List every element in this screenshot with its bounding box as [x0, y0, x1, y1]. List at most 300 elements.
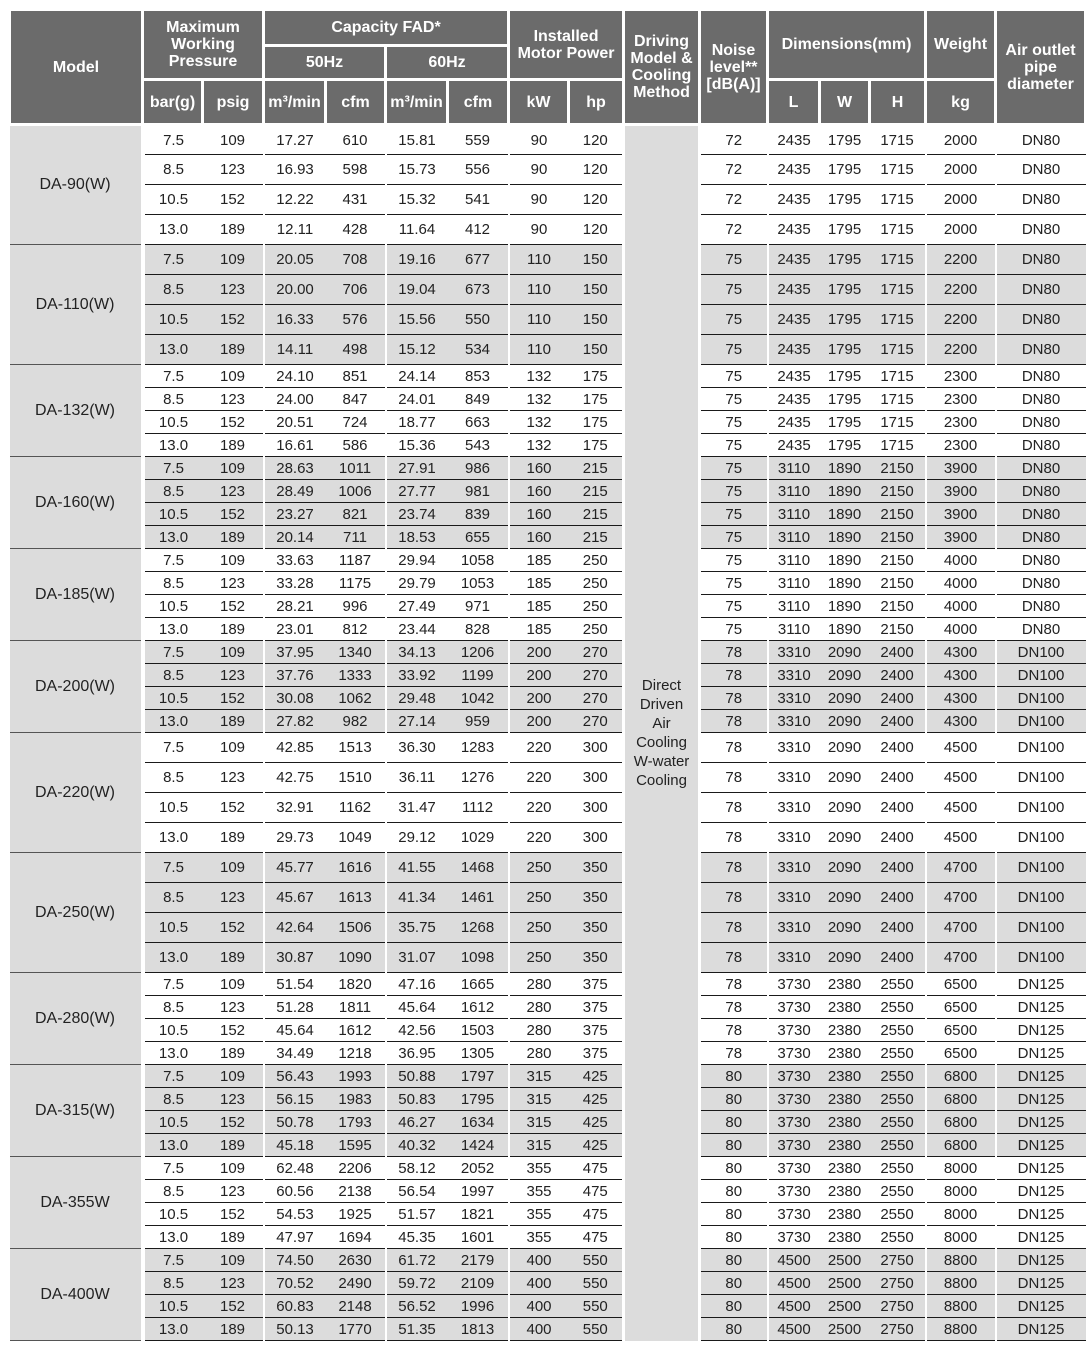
fad-60hz-m3min-cell: 15.12 — [386, 335, 448, 365]
motor-kw-cell: 280 — [509, 973, 569, 996]
table-row — [10, 245, 1086, 275]
fad-60hz-m3min-cell: 11.64 — [386, 215, 448, 245]
pressure-psig-cell: 152 — [203, 305, 264, 335]
dimension-h-cell: 1715 — [870, 305, 926, 335]
pressure-bar-cell: 8.5 — [143, 664, 203, 687]
pressure-psig-cell: 123 — [203, 388, 264, 411]
outlet-diameter-cell: DN100 — [996, 710, 1086, 733]
noise-level-cell: 75 — [700, 618, 768, 641]
dimension-h-cell: 2150 — [870, 618, 926, 641]
dimension-l-cell: 3310 — [768, 641, 820, 664]
outlet-diameter-cell: DN80 — [996, 335, 1086, 365]
dimension-l-cell: 2435 — [768, 185, 820, 215]
pressure-bar-cell: 7.5 — [143, 1065, 203, 1088]
motor-hp-cell: 250 — [569, 595, 624, 618]
noise-level-cell: 80 — [700, 1134, 768, 1157]
pressure-bar-cell: 10.5 — [143, 1203, 203, 1226]
fad-60hz-m3min-cell: 45.64 — [386, 996, 448, 1019]
motor-hp-cell: 300 — [569, 793, 624, 823]
dimension-h-cell: 2750 — [870, 1318, 926, 1341]
table-row — [10, 687, 1086, 710]
motor-kw-cell: 250 — [509, 943, 569, 973]
fad-50hz-m3min-cell: 45.67 — [264, 883, 326, 913]
fad-50hz-cfm-cell: 2148 — [326, 1295, 386, 1318]
fad-50hz-cfm-cell: 1049 — [326, 823, 386, 853]
dimension-h-cell: 2750 — [870, 1272, 926, 1295]
weight-kg-cell: 2000 — [926, 155, 996, 185]
fad-50hz-cfm-cell: 1993 — [326, 1065, 386, 1088]
table-row — [10, 305, 1086, 335]
weight-kg-cell: 4300 — [926, 710, 996, 733]
dimension-l-cell: 3110 — [768, 457, 820, 480]
weight-kg-cell: 8800 — [926, 1272, 996, 1295]
dimension-h-cell: 1715 — [870, 335, 926, 365]
motor-kw-cell: 185 — [509, 595, 569, 618]
dimension-w-cell: 2090 — [820, 943, 870, 973]
dimension-h-cell: 2550 — [870, 1111, 926, 1134]
fad-50hz-cfm-cell: 576 — [326, 305, 386, 335]
fad-50hz-cfm-cell: 708 — [326, 245, 386, 275]
noise-level-cell: 78 — [700, 853, 768, 883]
noise-level-cell: 78 — [700, 687, 768, 710]
pressure-bar-cell: 10.5 — [143, 185, 203, 215]
pressure-psig-cell: 152 — [203, 1019, 264, 1042]
dimension-w-cell: 1890 — [820, 480, 870, 503]
weight-kg-cell: 2300 — [926, 365, 996, 388]
weight-kg-cell: 2000 — [926, 125, 996, 155]
pressure-psig-cell: 152 — [203, 595, 264, 618]
fad-60hz-cfm-cell: 559 — [448, 125, 509, 155]
dimension-w-cell: 2090 — [820, 733, 870, 763]
fad-50hz-cfm-cell: 847 — [326, 388, 386, 411]
table-row — [10, 1134, 1086, 1157]
fad-50hz-m3min-cell: 45.64 — [264, 1019, 326, 1042]
fad-60hz-cfm-cell: 673 — [448, 275, 509, 305]
pressure-bar-cell: 10.5 — [143, 687, 203, 710]
fad-60hz-m3min-cell: 34.13 — [386, 641, 448, 664]
dimension-h-cell: 2550 — [870, 1088, 926, 1111]
fad-50hz-cfm-cell: 2490 — [326, 1272, 386, 1295]
fad-60hz-cfm-cell: 1112 — [448, 793, 509, 823]
fad-60hz-cfm-cell: 1029 — [448, 823, 509, 853]
table-row — [10, 793, 1086, 823]
fad-60hz-m3min-cell: 19.16 — [386, 245, 448, 275]
dimension-l-cell: 3730 — [768, 1203, 820, 1226]
fad-50hz-m3min-cell: 50.13 — [264, 1318, 326, 1341]
table-body — [10, 125, 1086, 1341]
table-row — [10, 618, 1086, 641]
fad-60hz-m3min-cell: 18.77 — [386, 411, 448, 434]
outlet-diameter-cell: DN100 — [996, 823, 1086, 853]
header-60hz: 60Hz — [386, 46, 509, 80]
pressure-psig-cell: 123 — [203, 1272, 264, 1295]
pressure-bar-cell: 13.0 — [143, 823, 203, 853]
pressure-bar-cell: 13.0 — [143, 1134, 203, 1157]
motor-kw-cell: 220 — [509, 823, 569, 853]
motor-hp-cell: 270 — [569, 710, 624, 733]
motor-hp-cell: 375 — [569, 1042, 624, 1065]
motor-hp-cell: 150 — [569, 305, 624, 335]
fad-60hz-m3min-cell: 24.01 — [386, 388, 448, 411]
fad-60hz-m3min-cell: 27.14 — [386, 710, 448, 733]
fad-50hz-m3min-cell: 51.54 — [264, 973, 326, 996]
fad-50hz-cfm-cell: 1612 — [326, 1019, 386, 1042]
fad-50hz-cfm-cell: 2138 — [326, 1180, 386, 1203]
table-row — [10, 1295, 1086, 1318]
weight-kg-cell: 3900 — [926, 480, 996, 503]
motor-hp-cell: 550 — [569, 1318, 624, 1341]
fad-50hz-cfm-cell: 706 — [326, 275, 386, 305]
outlet-diameter-cell: DN125 — [996, 1111, 1086, 1134]
fad-50hz-cfm-cell: 1062 — [326, 687, 386, 710]
dimension-h-cell: 2550 — [870, 1065, 926, 1088]
fad-50hz-cfm-cell: 1793 — [326, 1111, 386, 1134]
fad-60hz-m3min-cell: 45.35 — [386, 1226, 448, 1249]
fad-50hz-m3min-cell: 42.85 — [264, 733, 326, 763]
fad-60hz-cfm-cell: 1612 — [448, 996, 509, 1019]
dimension-h-cell: 2400 — [870, 641, 926, 664]
dimension-w-cell: 1795 — [820, 275, 870, 305]
pressure-psig-cell: 123 — [203, 480, 264, 503]
fad-50hz-cfm-cell: 1616 — [326, 853, 386, 883]
dimension-h-cell: 2550 — [870, 1180, 926, 1203]
dimension-h-cell: 2400 — [870, 763, 926, 793]
dimension-h-cell: 2550 — [870, 1226, 926, 1249]
fad-60hz-cfm-cell: 541 — [448, 185, 509, 215]
fad-50hz-m3min-cell: 45.77 — [264, 853, 326, 883]
fad-60hz-m3min-cell: 56.54 — [386, 1180, 448, 1203]
motor-kw-cell: 315 — [509, 1065, 569, 1088]
fad-60hz-cfm-cell: 853 — [448, 365, 509, 388]
outlet-diameter-cell: DN80 — [996, 434, 1086, 457]
fad-60hz-cfm-cell: 1098 — [448, 943, 509, 973]
dimension-w-cell: 1890 — [820, 503, 870, 526]
motor-hp-cell: 475 — [569, 1157, 624, 1180]
motor-hp-cell: 300 — [569, 823, 624, 853]
header-noise-level: Noise level** [dB(A)] — [700, 10, 768, 125]
motor-kw-cell: 110 — [509, 245, 569, 275]
pressure-bar-cell: 13.0 — [143, 335, 203, 365]
dimension-w-cell: 2090 — [820, 641, 870, 664]
fad-60hz-cfm-cell: 1276 — [448, 763, 509, 793]
fad-60hz-cfm-cell: 1053 — [448, 572, 509, 595]
motor-kw-cell: 250 — [509, 853, 569, 883]
fad-60hz-m3min-cell: 27.77 — [386, 480, 448, 503]
pressure-bar-cell: 7.5 — [143, 245, 203, 275]
outlet-diameter-cell: DN125 — [996, 996, 1086, 1019]
dimension-h-cell: 2150 — [870, 480, 926, 503]
dimension-h-cell: 1715 — [870, 365, 926, 388]
motor-kw-cell: 185 — [509, 572, 569, 595]
dimension-h-cell: 2400 — [870, 664, 926, 687]
fad-50hz-m3min-cell: 14.11 — [264, 335, 326, 365]
model-name-cell: DA-220(W) — [10, 733, 143, 853]
weight-kg-cell: 8000 — [926, 1180, 996, 1203]
pressure-bar-cell: 8.5 — [143, 883, 203, 913]
pressure-bar-cell: 13.0 — [143, 1318, 203, 1341]
fad-60hz-cfm-cell: 677 — [448, 245, 509, 275]
outlet-diameter-cell: DN125 — [996, 1180, 1086, 1203]
fad-50hz-cfm-cell: 851 — [326, 365, 386, 388]
pressure-psig-cell: 152 — [203, 1203, 264, 1226]
fad-60hz-cfm-cell: 556 — [448, 155, 509, 185]
dimension-w-cell: 2500 — [820, 1272, 870, 1295]
model-name-cell: DA-90(W) — [10, 125, 143, 245]
outlet-diameter-cell: DN100 — [996, 733, 1086, 763]
unit-cfm-60: cfm — [448, 80, 509, 125]
motor-hp-cell: 375 — [569, 1019, 624, 1042]
fad-50hz-m3min-cell: 12.11 — [264, 215, 326, 245]
pressure-bar-cell: 7.5 — [143, 641, 203, 664]
weight-kg-cell: 2300 — [926, 388, 996, 411]
table-row — [10, 664, 1086, 687]
pressure-psig-cell: 152 — [203, 411, 264, 434]
header-50hz: 50Hz — [264, 46, 386, 80]
weight-kg-cell: 4500 — [926, 763, 996, 793]
motor-kw-cell: 355 — [509, 1203, 569, 1226]
weight-kg-cell: 3900 — [926, 526, 996, 549]
pressure-psig-cell: 189 — [203, 823, 264, 853]
pressure-bar-cell: 13.0 — [143, 526, 203, 549]
dimension-l-cell: 3110 — [768, 549, 820, 572]
weight-kg-cell: 2000 — [926, 215, 996, 245]
dimension-w-cell: 1890 — [820, 457, 870, 480]
fad-60hz-cfm-cell: 534 — [448, 335, 509, 365]
motor-hp-cell: 215 — [569, 503, 624, 526]
dimension-l-cell: 2435 — [768, 365, 820, 388]
unit-kw: kW — [509, 80, 569, 125]
fad-50hz-cfm-cell: 1011 — [326, 457, 386, 480]
motor-kw-cell: 132 — [509, 365, 569, 388]
dimension-w-cell: 1795 — [820, 434, 870, 457]
weight-kg-cell: 8000 — [926, 1203, 996, 1226]
fad-60hz-m3min-cell: 24.14 — [386, 365, 448, 388]
weight-kg-cell: 4500 — [926, 793, 996, 823]
dimension-l-cell: 3310 — [768, 710, 820, 733]
dimension-h-cell: 2150 — [870, 526, 926, 549]
motor-hp-cell: 475 — [569, 1226, 624, 1249]
dimension-w-cell: 2380 — [820, 996, 870, 1019]
motor-hp-cell: 300 — [569, 763, 624, 793]
dimension-h-cell: 1715 — [870, 215, 926, 245]
fad-60hz-cfm-cell: 971 — [448, 595, 509, 618]
outlet-diameter-cell: DN80 — [996, 305, 1086, 335]
noise-level-cell: 80 — [700, 1318, 768, 1341]
outlet-diameter-cell: DN125 — [996, 1088, 1086, 1111]
table-row — [10, 365, 1086, 388]
dimension-h-cell: 2400 — [870, 687, 926, 710]
fad-60hz-m3min-cell: 23.44 — [386, 618, 448, 641]
motor-hp-cell: 270 — [569, 664, 624, 687]
pressure-bar-cell: 10.5 — [143, 503, 203, 526]
pressure-psig-cell: 123 — [203, 763, 264, 793]
weight-kg-cell: 2300 — [926, 411, 996, 434]
dimension-w-cell: 2090 — [820, 664, 870, 687]
unit-height: H — [870, 80, 926, 125]
weight-kg-cell: 6800 — [926, 1065, 996, 1088]
model-name-cell: DA-200(W) — [10, 641, 143, 733]
motor-hp-cell: 550 — [569, 1249, 624, 1272]
motor-hp-cell: 375 — [569, 973, 624, 996]
motor-kw-cell: 110 — [509, 275, 569, 305]
weight-kg-cell: 4000 — [926, 595, 996, 618]
pressure-bar-cell: 7.5 — [143, 549, 203, 572]
fad-60hz-m3min-cell: 27.49 — [386, 595, 448, 618]
outlet-diameter-cell: DN100 — [996, 664, 1086, 687]
outlet-diameter-cell: DN80 — [996, 618, 1086, 641]
fad-50hz-m3min-cell: 29.73 — [264, 823, 326, 853]
noise-level-cell: 75 — [700, 275, 768, 305]
dimension-l-cell: 3110 — [768, 480, 820, 503]
fad-60hz-m3min-cell: 33.92 — [386, 664, 448, 687]
pressure-psig-cell: 109 — [203, 125, 264, 155]
pressure-bar-cell: 7.5 — [143, 733, 203, 763]
motor-hp-cell: 250 — [569, 618, 624, 641]
pressure-bar-cell: 8.5 — [143, 1180, 203, 1203]
noise-level-cell: 78 — [700, 913, 768, 943]
fad-60hz-m3min-cell: 56.52 — [386, 1295, 448, 1318]
dimension-w-cell: 2500 — [820, 1249, 870, 1272]
dimension-h-cell: 2150 — [870, 549, 926, 572]
pressure-psig-cell: 152 — [203, 1111, 264, 1134]
motor-hp-cell: 120 — [569, 185, 624, 215]
fad-50hz-cfm-cell: 431 — [326, 185, 386, 215]
motor-hp-cell: 300 — [569, 733, 624, 763]
fad-50hz-m3min-cell: 12.22 — [264, 185, 326, 215]
table-row — [10, 1318, 1086, 1341]
dimension-h-cell: 1715 — [870, 125, 926, 155]
dimension-w-cell: 2380 — [820, 1180, 870, 1203]
pressure-bar-cell: 8.5 — [143, 1088, 203, 1111]
motor-kw-cell: 400 — [509, 1272, 569, 1295]
weight-kg-cell: 4700 — [926, 883, 996, 913]
fad-60hz-m3min-cell: 29.79 — [386, 572, 448, 595]
pressure-bar-cell: 8.5 — [143, 996, 203, 1019]
pressure-bar-cell: 10.5 — [143, 1111, 203, 1134]
fad-50hz-m3min-cell: 20.00 — [264, 275, 326, 305]
outlet-diameter-cell: DN100 — [996, 943, 1086, 973]
pressure-psig-cell: 189 — [203, 215, 264, 245]
fad-60hz-cfm-cell: 1634 — [448, 1111, 509, 1134]
weight-kg-cell: 4300 — [926, 687, 996, 710]
weight-kg-cell: 8800 — [926, 1249, 996, 1272]
outlet-diameter-cell: DN80 — [996, 480, 1086, 503]
fad-60hz-cfm-cell: 1503 — [448, 1019, 509, 1042]
dimension-h-cell: 2150 — [870, 572, 926, 595]
outlet-diameter-cell: DN80 — [996, 215, 1086, 245]
dimension-w-cell: 2380 — [820, 1042, 870, 1065]
weight-kg-cell: 6500 — [926, 996, 996, 1019]
table-row — [10, 1042, 1086, 1065]
table-row — [10, 1019, 1086, 1042]
fad-50hz-m3min-cell: 33.28 — [264, 572, 326, 595]
motor-hp-cell: 250 — [569, 549, 624, 572]
dimension-h-cell: 1715 — [870, 155, 926, 185]
pressure-bar-cell: 8.5 — [143, 763, 203, 793]
noise-level-cell: 72 — [700, 185, 768, 215]
weight-kg-cell: 4000 — [926, 549, 996, 572]
fad-50hz-m3min-cell: 74.50 — [264, 1249, 326, 1272]
fad-60hz-m3min-cell: 46.27 — [386, 1111, 448, 1134]
fad-60hz-cfm-cell: 959 — [448, 710, 509, 733]
motor-kw-cell: 200 — [509, 710, 569, 733]
noise-level-cell: 78 — [700, 710, 768, 733]
pressure-bar-cell: 13.0 — [143, 618, 203, 641]
dimension-l-cell: 3310 — [768, 664, 820, 687]
fad-60hz-m3min-cell: 41.34 — [386, 883, 448, 913]
outlet-diameter-cell: DN125 — [996, 1157, 1086, 1180]
fad-60hz-cfm-cell: 1797 — [448, 1065, 509, 1088]
dimension-w-cell: 2090 — [820, 687, 870, 710]
table-row — [10, 526, 1086, 549]
motor-kw-cell: 355 — [509, 1157, 569, 1180]
noise-level-cell: 75 — [700, 411, 768, 434]
outlet-diameter-cell: DN80 — [996, 457, 1086, 480]
motor-hp-cell: 120 — [569, 155, 624, 185]
dimension-h-cell: 2400 — [870, 943, 926, 973]
model-name-cell: DA-355W — [10, 1157, 143, 1249]
dimension-h-cell: 2550 — [870, 1019, 926, 1042]
dimension-w-cell: 2380 — [820, 973, 870, 996]
weight-kg-cell: 4500 — [926, 733, 996, 763]
dimension-l-cell: 4500 — [768, 1295, 820, 1318]
dimension-l-cell: 2435 — [768, 155, 820, 185]
noise-level-cell: 80 — [700, 1065, 768, 1088]
weight-kg-cell: 4000 — [926, 572, 996, 595]
table-row — [10, 710, 1086, 733]
fad-60hz-cfm-cell: 1199 — [448, 664, 509, 687]
dimension-h-cell: 2150 — [870, 503, 926, 526]
dimension-w-cell: 2090 — [820, 853, 870, 883]
noise-level-cell: 75 — [700, 526, 768, 549]
pressure-psig-cell: 109 — [203, 733, 264, 763]
weight-kg-cell: 4700 — [926, 943, 996, 973]
pressure-bar-cell: 10.5 — [143, 595, 203, 618]
pressure-bar-cell: 8.5 — [143, 388, 203, 411]
motor-kw-cell: 132 — [509, 388, 569, 411]
motor-hp-cell: 215 — [569, 526, 624, 549]
motor-kw-cell: 250 — [509, 913, 569, 943]
fad-60hz-m3min-cell: 51.35 — [386, 1318, 448, 1341]
dimension-l-cell: 3730 — [768, 1088, 820, 1111]
dimension-h-cell: 2400 — [870, 710, 926, 733]
dimension-w-cell: 1795 — [820, 305, 870, 335]
dimension-w-cell: 2500 — [820, 1295, 870, 1318]
table-row — [10, 215, 1086, 245]
dimension-h-cell: 2750 — [870, 1249, 926, 1272]
dimension-l-cell: 3110 — [768, 526, 820, 549]
outlet-diameter-cell: DN100 — [996, 641, 1086, 664]
fad-50hz-cfm-cell: 1811 — [326, 996, 386, 1019]
fad-60hz-m3min-cell: 58.12 — [386, 1157, 448, 1180]
table-row — [10, 572, 1086, 595]
fad-50hz-m3min-cell: 28.49 — [264, 480, 326, 503]
dimension-w-cell: 2090 — [820, 823, 870, 853]
fad-60hz-m3min-cell: 29.48 — [386, 687, 448, 710]
dimension-l-cell: 4500 — [768, 1272, 820, 1295]
fad-60hz-cfm-cell: 839 — [448, 503, 509, 526]
table-row — [10, 823, 1086, 853]
dimension-w-cell: 1795 — [820, 365, 870, 388]
fad-50hz-cfm-cell: 1162 — [326, 793, 386, 823]
pressure-psig-cell: 123 — [203, 572, 264, 595]
outlet-diameter-cell: DN80 — [996, 549, 1086, 572]
fad-60hz-m3min-cell: 15.36 — [386, 434, 448, 457]
dimension-w-cell: 2380 — [820, 1065, 870, 1088]
dimension-l-cell: 3110 — [768, 595, 820, 618]
fad-60hz-cfm-cell: 1206 — [448, 641, 509, 664]
dimension-w-cell: 1890 — [820, 618, 870, 641]
